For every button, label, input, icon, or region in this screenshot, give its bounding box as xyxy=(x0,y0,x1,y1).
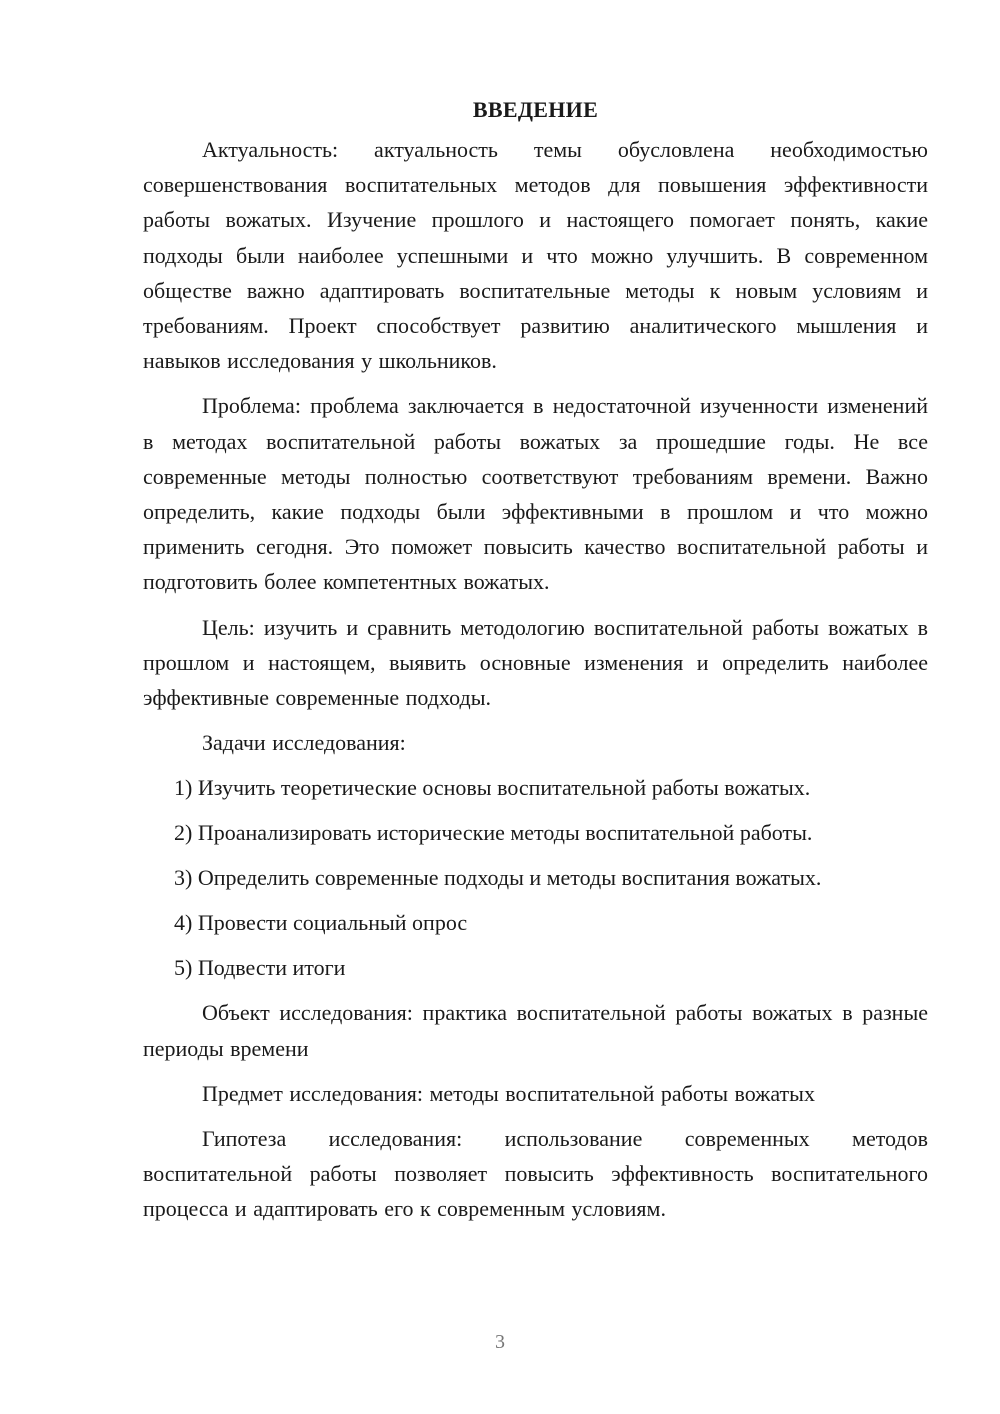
object-paragraph: Объект исследования: практика воспитательной работы вожатых в разные периоды времени xyxy=(143,1000,928,1061)
paragraph-gap xyxy=(143,600,928,610)
list-item: 3) Определить современные подходы и методы воспитания вожатых. xyxy=(174,865,822,891)
page-number: 3 xyxy=(495,1331,505,1353)
list-item: 4) Провести социальный опрос xyxy=(174,910,468,936)
paragraph-gap xyxy=(143,1111,928,1121)
list-item: 1) Изучить теоретические основы воспитательной работы вожатых. xyxy=(174,775,811,801)
paragraph-gap xyxy=(143,1066,928,1076)
paragraph-gap xyxy=(143,378,928,388)
problem-paragraph: Проблема: проблема заключается в недостаточной изученности изменений в методах воспитательной работы вожатых за прошедшие годы. Не все современные методы полностью соответствуют требованиям времени. Важно определить, какие подходы были эффективными в прошлом и что можно применить сегодня. Это поможет повысить качество воспитательной работы и подготовить более компетентных вожатых. xyxy=(143,393,928,595)
tasks-list xyxy=(143,770,928,985)
hypothesis-paragraph: Гипотеза исследования: использование современных методов воспитательной работы позволяет повысить эффективность воспитательного процесса и адаптировать его к современным условиям. xyxy=(143,1126,928,1222)
list-item: 5) Подвести итоги xyxy=(174,955,346,981)
page-title: ВВЕДЕНИЕ xyxy=(472,97,599,122)
list-item: 2) Проанализировать исторические методы воспитательной работы. xyxy=(174,820,813,846)
relevance-paragraph: Актуальность: актуальность темы обусловлена необходимостью совершенствования воспитательных методов для повышения эффективности работы вожатых. Изучение прошлого и настоящего помогает понять, какие подходы были наиболее успешными и что можно улучшить. В современном обществе важно адаптировать воспитательные методы к новым условиям и требованиям. Проект способствует развитию аналитического мышления и навыков исследования у школьников. xyxy=(143,137,928,374)
paragraph-gap xyxy=(143,760,928,770)
goal-paragraph: Цель: изучить и сравнить методологию воспитательной работы вожатых в прошлом и настоящем, выявить основные изменения и определить наиболее эффективные современные подходы. xyxy=(143,614,928,711)
tasks-heading: Задачи исследования: xyxy=(202,730,406,756)
paragraph-gap xyxy=(143,715,928,725)
subject-paragraph: Предмет исследования: методы воспитательной работы вожатых xyxy=(202,1080,815,1106)
